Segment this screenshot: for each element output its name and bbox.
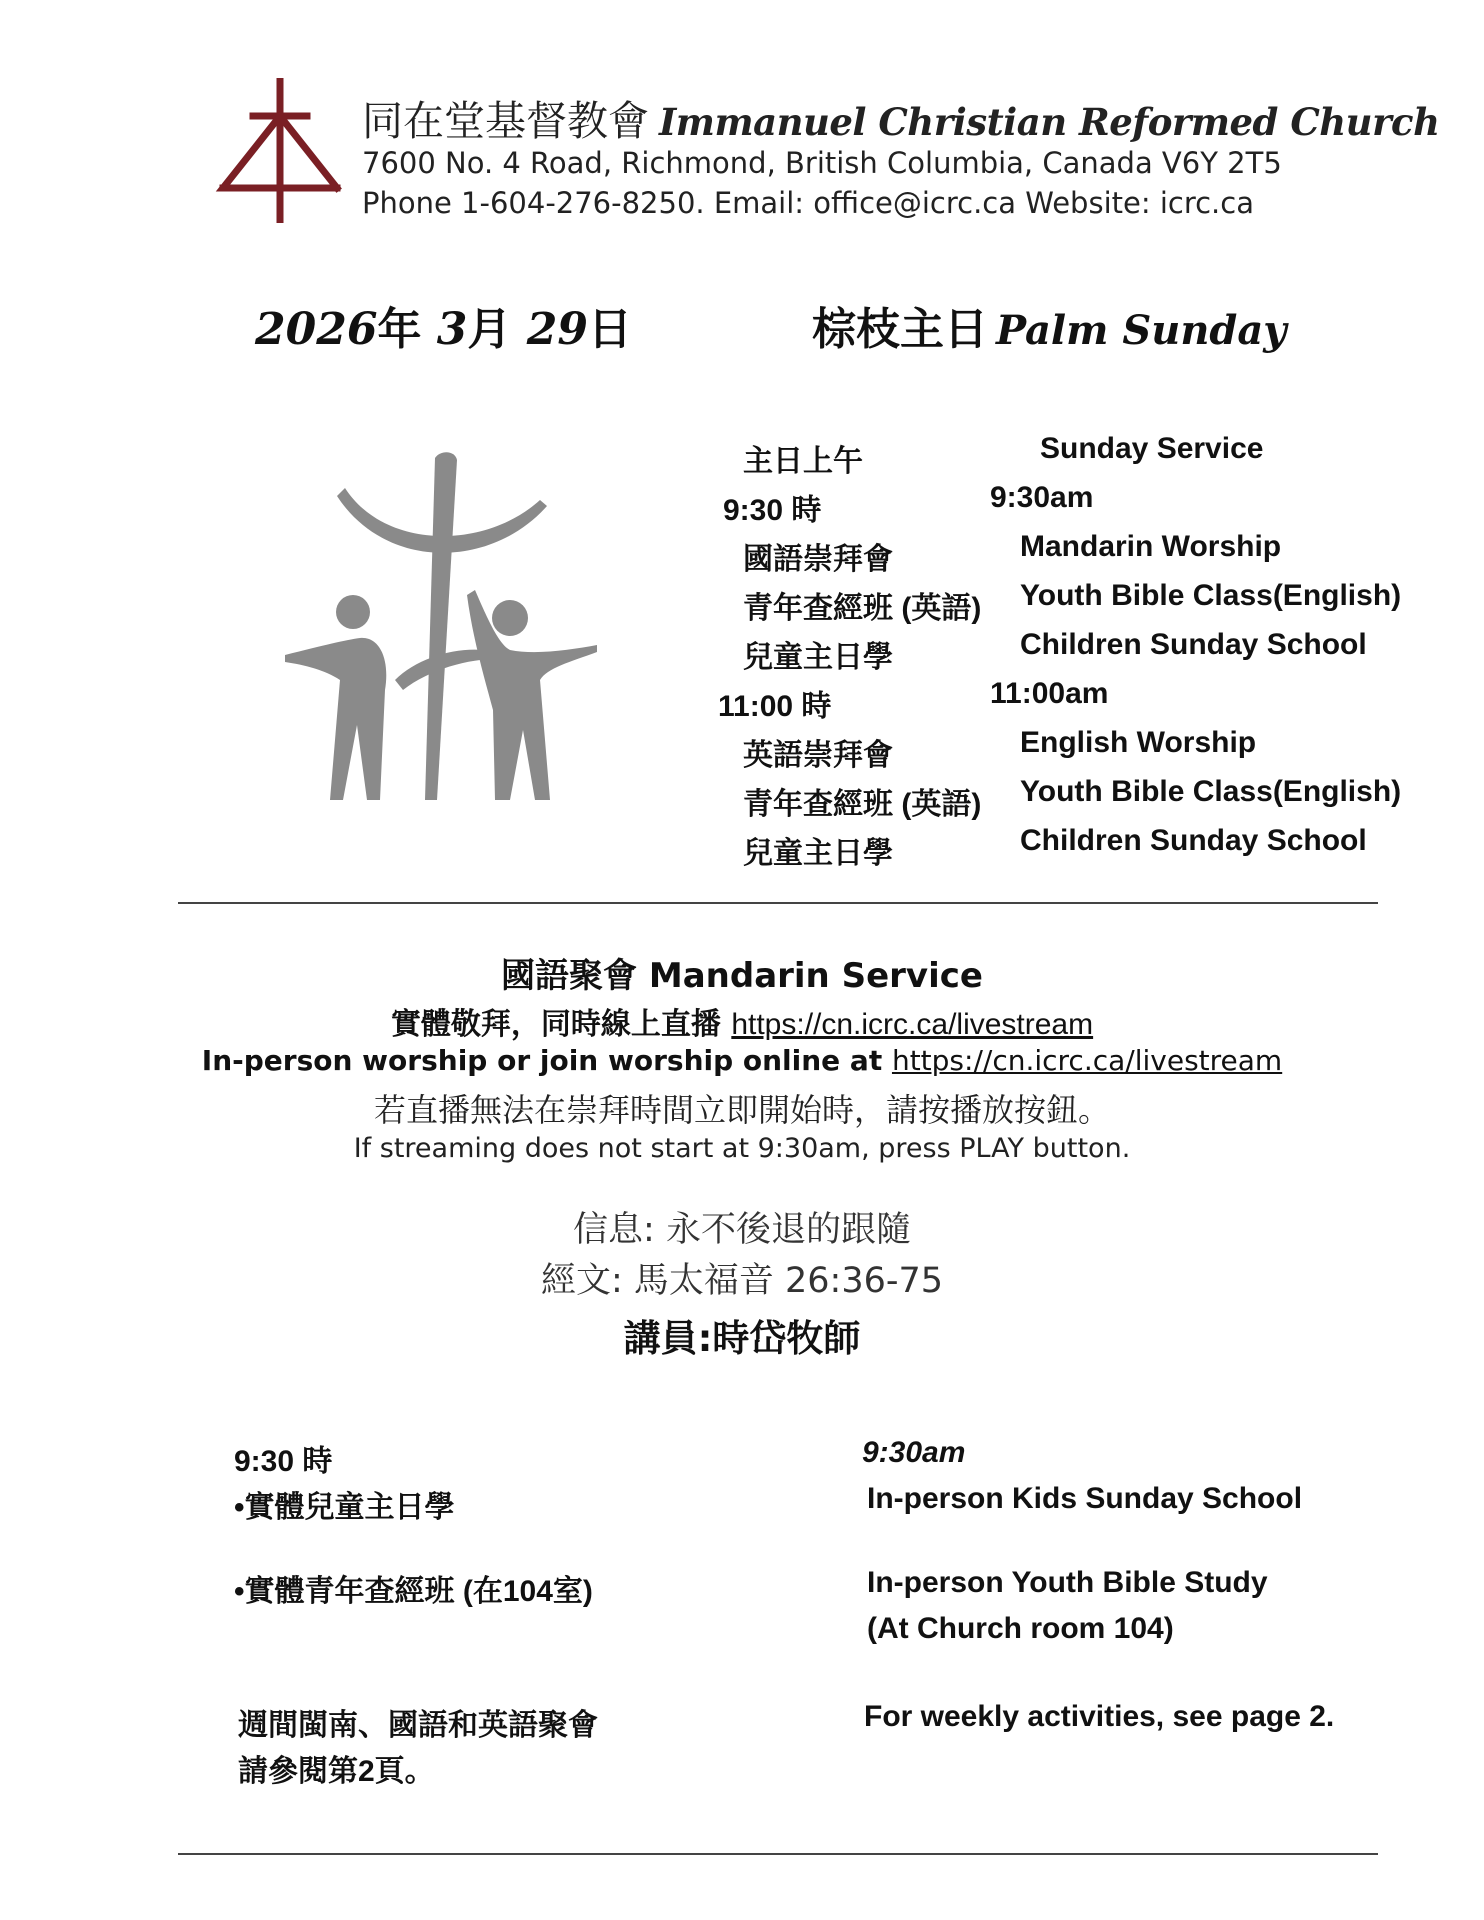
weekly-note-zh: 週間閩南、國語和英語聚會 [238, 1709, 598, 1742]
weekly-note-en: For weekly activities, see page 2. [864, 1700, 1335, 1733]
schedule-item-en: Mandarin Worship [1020, 530, 1282, 563]
streaming-note-zh: 若直播無法在崇拜時間立即開始時，請按播放按鈕。 [373, 1091, 1110, 1129]
activity-kids-en: In-person Kids Sunday School [867, 1482, 1303, 1515]
church-address: 7600 No. 4 Road, Richmond, British Columbia, Canada V6Y 2T5 [362, 146, 1282, 180]
schedule-item-zh: 青年查經班 (英語) [743, 788, 982, 821]
activity-youth-zh: •實體青年查經班 (在104室) [234, 1575, 593, 1608]
schedule-morning-en: Sunday Service [1040, 432, 1264, 465]
service-date: 2026年 3月 29日 [255, 304, 632, 355]
sermon-speaker: 講員:時岱牧師 [623, 1317, 861, 1360]
schedule-item-zh: 青年查經班 (英語) [743, 592, 982, 625]
sermon-message: 信息: 永不後退的跟隨 [573, 1210, 911, 1250]
mandarin-service-title: 國語聚會 Mandarin Service [501, 956, 983, 996]
schedule-time2-en: 11:00am [990, 677, 1109, 710]
activity-youth-en: In-person Youth Bible Study [867, 1566, 1268, 1599]
weekly-note-zh: 請參閱第2頁。 [238, 1755, 435, 1788]
church-logo [215, 78, 345, 223]
schedule-time2-zh: 11:00 時 [718, 690, 832, 723]
schedule-item-zh: 兒童主日學 [743, 837, 893, 870]
activity-youth-room: (At Church room 104) [867, 1612, 1174, 1645]
schedule-morning-zh: 主日上午 [743, 445, 863, 478]
activities-time-zh: 9:30 時 [234, 1445, 333, 1478]
schedule-item-en: Children Sunday School [1020, 628, 1367, 661]
livestream-line-zh: 實體敬拜，同時線上直播 https://cn.icrc.ca/livestream [390, 1007, 1094, 1042]
schedule-item-zh: 英語崇拜會 [743, 739, 893, 772]
schedule-item-en: Youth Bible Class(English) [1020, 775, 1402, 808]
streaming-note-en: If streaming does not start at 9:30am, press PLAY button. [353, 1133, 1131, 1164]
schedule-item-zh: 兒童主日學 [743, 641, 893, 674]
sermon-scripture: 經文: 馬太福音 26:36-75 [540, 1261, 944, 1301]
livestream-link[interactable]: https://cn.icrc.ca/livestream [891, 1044, 1283, 1077]
schedule-item-en: Children Sunday School [1020, 824, 1367, 857]
divider [178, 1853, 1378, 1855]
schedule-item-zh: 國語崇拜會 [743, 543, 893, 576]
livestream-line-en: In-person worship or join worship online at https://cn.icrc.ca/livestream [201, 1044, 1283, 1077]
activity-kids-zh: •實體兒童主日學 [234, 1491, 455, 1524]
divider [178, 902, 1378, 904]
occasion-title: 棕枝主日 Palm Sunday [812, 304, 1287, 355]
cross-people-figure [285, 440, 615, 810]
livestream-link[interactable]: https://cn.icrc.ca/livestream [731, 1008, 1094, 1041]
schedule-time1-en: 9:30am [990, 481, 1094, 514]
schedule-time1-zh: 9:30 時 [723, 494, 822, 527]
schedule-item-en: Youth Bible Class(English) [1020, 579, 1402, 612]
schedule-item-en: English Worship [1020, 726, 1257, 759]
activities-time-en: 9:30am [862, 1436, 966, 1469]
church-contact: Phone 1-604-276-8250. Email: office@icrc.ca Website: icrc.ca [362, 186, 1254, 220]
church-name: 同在堂基督教會 Immanuel Christian Reformed Church [362, 97, 1440, 145]
